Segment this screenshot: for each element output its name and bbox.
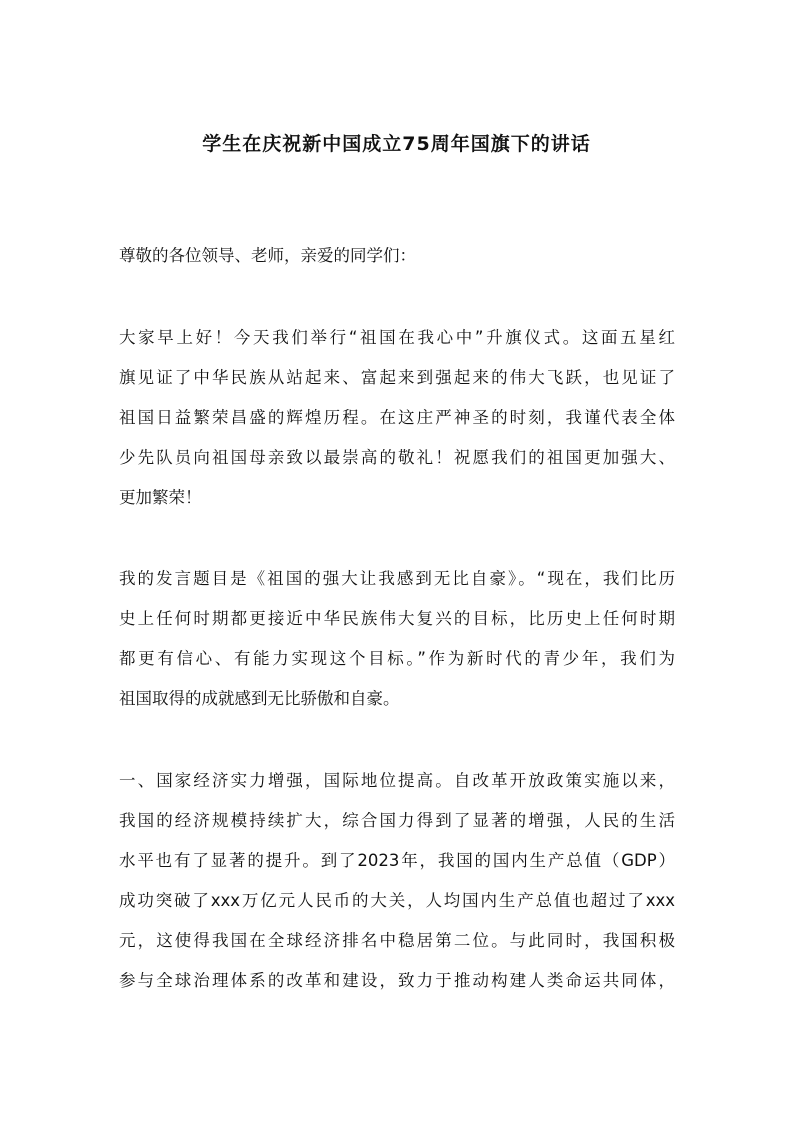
text-line: 一、国家经济实力增强，国际地位提高。自改革开放政策实施以来，: [119, 771, 675, 790]
text-line: 少先队员向祖国母亲致以最崇高的敬礼！祝愿我们的祖国更加强大、: [119, 448, 675, 467]
paragraph-greeting: [119, 326, 675, 526]
text-line: 祖国取得的成就感到无比骄傲和自豪。: [119, 689, 400, 708]
salutation: 尊敬的各位领导、老师，亲爱的同学们：: [119, 246, 416, 265]
text-line: 成功突破了xxx万亿元人民币的大关，人均国内生产总值也超过了xxx: [119, 891, 675, 910]
text-line: 我的发言题目是《祖国的强大让我感到无比自豪》。“现在，我们比历: [119, 569, 675, 588]
page-title: 学生在庆祝新中国成立75周年国旗下的讲话: [202, 133, 591, 155]
text-line: 史上任何时期都更接近中华民族伟大复兴的目标，比历史上任何时期: [119, 609, 675, 628]
paragraph-topic: [119, 567, 675, 727]
text-line: 大家早上好！今天我们举行“祖国在我心中”升旗仪式。这面五星红: [119, 328, 675, 347]
text-line: 祖国日益繁荣昌盛的辉煌历程。在这庄严神圣的时刻，我谨代表全体: [119, 408, 675, 427]
text-line: 更加繁荣！: [119, 488, 202, 507]
text-line: 元，这使得我国在全球经济排名中稳居第二位。与此同时，我国积极: [119, 931, 675, 950]
text-line: 水平也有了显著的提升。到了2023年，我国的国内生产总值（GDP）: [119, 851, 675, 870]
text-line: 参与全球治理体系的改革和建设，致力于推动构建人类命运共同体，: [119, 971, 675, 990]
text-line: 旗见证了中华民族从站起来、富起来到强起来的伟大飞跃，也见证了: [119, 368, 675, 387]
text-line: 都更有信心、有能力实现这个目标。”作为新时代的青少年，我们为: [119, 649, 675, 668]
paragraph-economy: [119, 769, 675, 1009]
text-line: 我国的经济规模持续扩大，综合国力得到了显著的增强，人民的生活: [119, 811, 675, 830]
